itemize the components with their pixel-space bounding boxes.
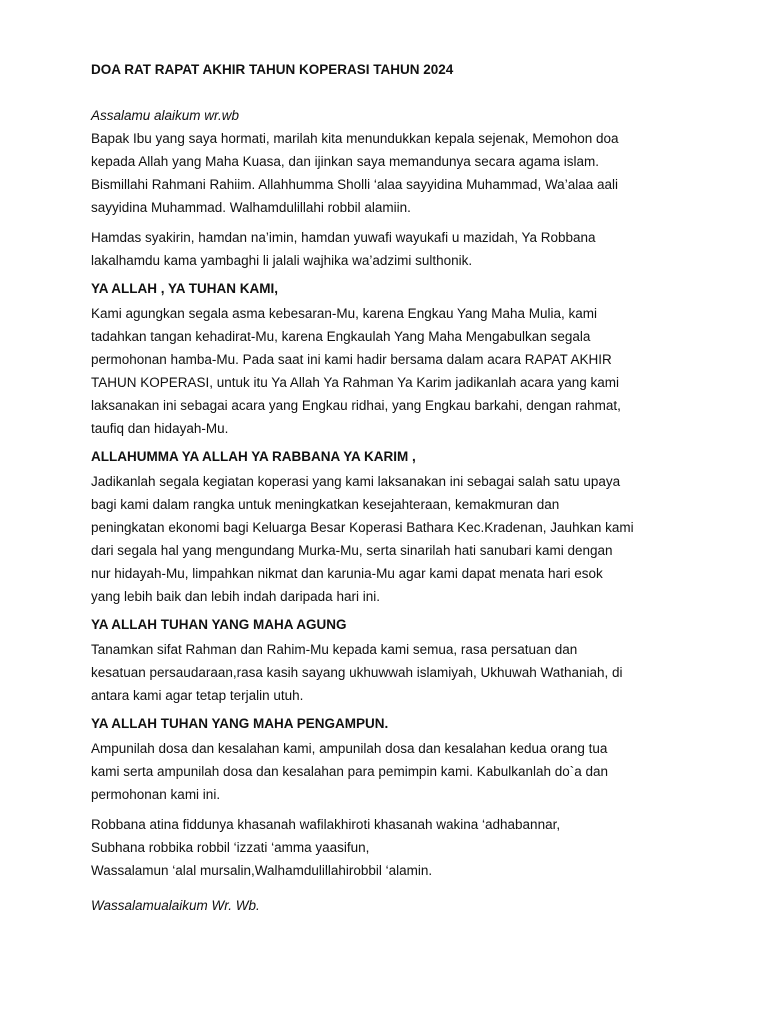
section-heading: YA ALLAH TUHAN YANG MAHA AGUNG [91,617,347,632]
closing-prayer [91,813,708,882]
intro-line: kepada Allah yang Maha Kuasa, dan ijinkan saya memandunya secara agama islam. [91,154,600,169]
hamdalah-paragraph [91,226,708,272]
closing-prayer-line: Robbana atina fiddunya khasanah wafilakhiroti khasanah wakina ‘adhabannar, [91,817,561,832]
section-line: Ampunilah dosa dan kesalahan kami, ampunilah dosa dan kesalahan kedua orang tua [91,741,608,756]
section-line: peningkatan ekonomi bagi Keluarga Besar Koperasi Bathara Kec.Kradenan, Jauhkan kami [91,520,634,535]
section-heading: ALLAHUMMA YA ALLAH YA RABBANA YA KARIM , [91,449,416,464]
section-heading: YA ALLAH TUHAN YANG MAHA PENGAMPUN. [91,716,389,731]
section-line: bagi kami dalam rangka untuk meningkatkan kesejahteraan, kemakmuran dan [91,497,560,512]
intro-line: sayyidina Muhammad. Walhamdulillahi robbil alamiin. [91,200,411,215]
section-line: Kami agungkan segala asma kebesaran-Mu, karena Engkau Yang Maha Mulia, kami [91,306,598,321]
closing-salutation: Wassalamualaikum Wr. Wb. [91,898,260,913]
greeting: Assalamu alaikum wr.wb [91,108,240,123]
section-body [91,638,708,707]
document-title: DOA RAT RAPAT AKHIR TAHUN KOPERASI TAHUN 2024 [91,62,454,77]
section-line: antara kami agar tetap terjalin utuh. [91,688,304,703]
section-line: permohonan hamba-Mu. Pada saat ini kami hadir bersama dalam acara RAPAT AKHIR [91,352,612,367]
section-line: nur hidayah-Mu, limpahkan nikmat dan karunia-Mu agar kami dapat menata hari esok [91,566,603,581]
closing-prayer-line: Wassalamun ‘alal mursalin,Walhamdulillahirobbil ‘alamin. [91,863,433,878]
section-line: tadahkan tangan kehadirat-Mu, karena Engkaulah Yang Maha Mengabulkan segala [91,329,591,344]
section-body [91,737,708,806]
section-line: TAHUN KOPERASI, untuk itu Ya Allah Ya Rahman Ya Karim jadikanlah acara yang kami [91,375,620,390]
section-body [91,302,708,440]
intro-line: Bapak Ibu yang saya hormati, marilah kita menundukkan kepala sejenak, Memohon doa [91,131,619,146]
intro-paragraph [91,104,708,219]
section-line: Tanamkan sifat Rahman dan Rahim-Mu kepada kami semua, rasa persatuan dan [91,642,578,657]
hamdalah-line: Hamdas syakirin, hamdan na’imin, hamdan yuwafi wayukafi u mazidah, Ya Robbana [91,230,596,245]
section-line: permohonan kami ini. [91,787,221,802]
section-body [91,470,708,608]
section-line: kesatuan persaudaraan,rasa kasih sayang ukhuwwah islamiyah, Ukhuwah Wathaniah, di [91,665,623,680]
section-line: Jadikanlah segala kegiatan koperasi yang kami laksanakan ini sebagai salah satu upaya [91,474,621,489]
section-line: kami serta ampunilah dosa dan kesalahan para pemimpin kami. Kabulkanlah do`a dan [91,764,609,779]
hamdalah-line: lakalhamdu kama yambaghi li jalali wajhika wa’adzimi sulthonik. [91,253,473,268]
section-line: yang lebih baik dan lebih indah daripada hari ini. [91,589,380,604]
closing-prayer-line: Subhana robbika robbil ‘izzati ‘amma yaasifun, [91,840,370,855]
section-heading: YA ALLAH , YA TUHAN KAMI, [91,281,279,296]
section-line: dari segala hal yang mengundang Murka-Mu, serta sinarilah hati sanubari kami dengan [91,543,613,558]
section-line: laksanakan ini sebagai acara yang Engkau ridhai, yang Engkau barkahi, dengan rahmat, [91,398,621,413]
intro-line: Bismillahi Rahmani Rahiim. Allahhumma Sholli ‘alaa sayyidina Muhammad, Wa’alaa aali [91,177,618,192]
section-line: taufiq dan hidayah-Mu. [91,421,229,436]
